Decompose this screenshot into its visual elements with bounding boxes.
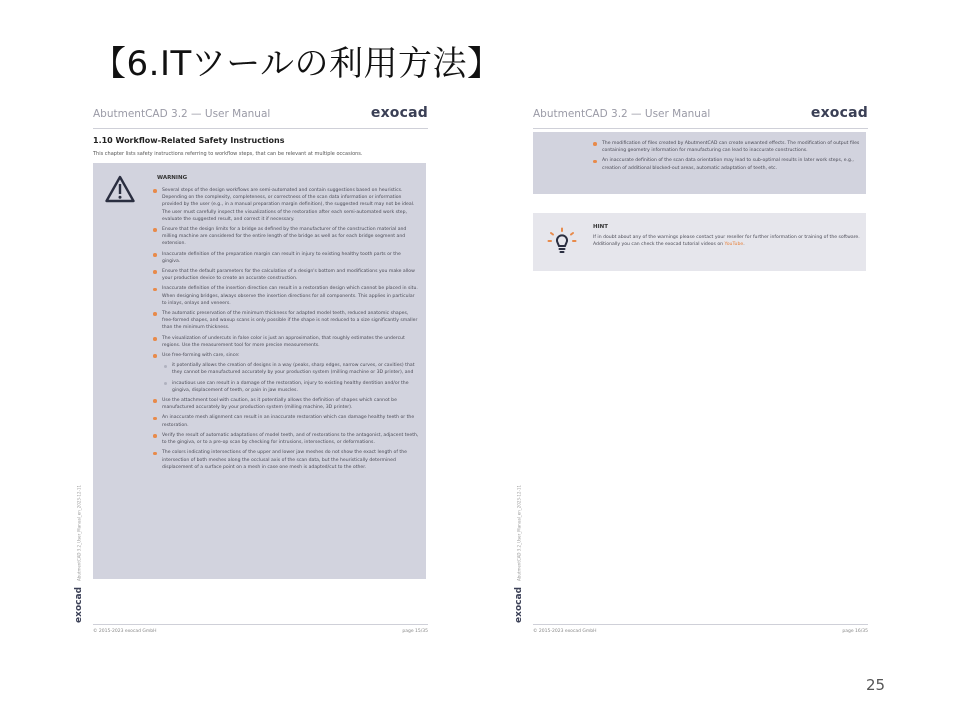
list-item: Ensure that the default parameters for the calculation of a design's bottom and modifications you make allow your production device to create an accurate construction. [153, 268, 420, 282]
hint-body: If in doubt about any of the warnings please contact your reseller for further information or training of the software. Additionally you can check the exocad tutorial videos on [593, 235, 860, 248]
hint-text [593, 234, 860, 248]
warning-box-continued [533, 132, 866, 194]
side-margin-text [514, 485, 524, 623]
hint-box [533, 213, 866, 271]
warning-box [93, 163, 426, 579]
page-header [93, 106, 428, 129]
slide-page-number: 25 [866, 676, 886, 694]
slide-title: 【6.ITツールの利用方法】 [92, 44, 502, 84]
warning-label: WARNING [157, 175, 188, 181]
list-item: Ensure that the design limits for a bridge as defined by the manufacturer of the construction material and milling machine are considered for the entire length of the bridge as well as for each bridge segment and extension. [153, 226, 420, 248]
list-item: The automatic preservation of the minimum thickness for adapted model teeth, reduced anatomic shapes, free-formed shapes, and waxup scans is only possible if the shape is not reduced to a size significantly smaller than the minimum thickness. [153, 310, 420, 332]
hint-end: . [743, 242, 745, 248]
list-item: Inaccurate definition of the insertion direction can result in a restoration design which cannot be placed in situ. When designing bridges, always observe the insertion directions for all components. This applies in particular to inlays, onlays and veneers. [153, 285, 420, 307]
list-item-freeforming [153, 352, 420, 394]
warning-list [153, 187, 420, 474]
side-file-name: AbutmentCAD 3.2_User_Manual_en_2023-12-11 [76, 485, 82, 582]
list-item-text: Use free-forming with care, since: [162, 353, 240, 359]
youtube-link[interactable]: YouTube [724, 242, 744, 248]
list-item: The colors indicating intersections of the upper and lower jaw meshes do not show the exact length of the intersection of both meshes along the occlusal axis of the scan data, but the heuristically determined displacement of a surface point on a mesh in case one mesh is adapted/cut to the other. [153, 449, 420, 471]
page-footer [93, 624, 428, 639]
list-item: An inaccurate definition of the scan data orientation may lead to sub-optimal results in later work steps, e.g., creation of additional blocked-out areas, automatic adaptation of teeth, etc. [593, 157, 860, 171]
side-logo: exocad [74, 587, 84, 623]
sub-list-item: incautious use can result in a damage of the restoration, injury to existing healthy dentition and/or the gingiva, displacement of teeth, or pain in jaw muscles. [162, 380, 420, 394]
header-title: AbutmentCAD 3.2 — User Manual [93, 108, 271, 120]
manual-page-right [514, 100, 868, 645]
list-item: The visualization of undercuts in false color is just an approximation, that roughly estimates the undercut regions. Use the measurement tool for more precise measurements. [153, 335, 420, 349]
page-footer [533, 624, 868, 639]
exocad-logo: exocad [370, 105, 428, 121]
footer-page-number: page 16/35 [842, 629, 868, 634]
lightbulb-icon [547, 227, 577, 261]
footer-copyright: © 2015-2023 exocad GmbH [93, 629, 157, 634]
header-title: AbutmentCAD 3.2 — User Manual [533, 108, 711, 120]
footer-copyright: © 2015-2023 exocad GmbH [533, 629, 597, 634]
side-margin-text [74, 485, 84, 623]
list-item: Several steps of the design workflows are semi-automated and contain suggestions based on heuristics. Depending on the complexity, completeness, or correctness of the scan data information or information provided by the user (e.g., in a manual preparation margin definition), the suggested result may not be ideal. The user must carefully inspect the visualizations of the restoration after each semi-automated work step, evaluate the suggested result, and correct it if necessary. [153, 187, 420, 223]
warning-list [593, 140, 860, 175]
hint-label: HINT [593, 224, 609, 230]
section-title: 1.10 Workflow-Related Safety Instructions [93, 136, 285, 145]
sub-list [162, 362, 420, 394]
list-item: Use the attachment tool with caution, as it potentially allows the definition of shapes which cannot be manufactured accurately by your production system (milling machine, 3D printer). [153, 397, 420, 411]
footer-page-number: page 15/35 [402, 629, 428, 634]
list-item: Verify the result of automatic adaptations of model teeth, and of restorations to the antagonist, adjacent teeth, to the gingiva, or to a pre-op scan by checking for intrusions, intersections, or deformations. [153, 432, 420, 446]
side-file-name: AbutmentCAD 3.2_User_Manual_en_2023-12-11 [516, 485, 522, 582]
list-item: Inaccurate definition of the preparation margin can result in injury to existing healthy tooth parts or the gingiva. [153, 251, 420, 265]
side-logo: exocad [514, 587, 524, 623]
list-item: An inaccurate mesh alignment can result in an inaccurate restoration which can damage healthy teeth or the restoration. [153, 414, 420, 428]
sub-list-item: it potentially allows the creation of designs in a way (peaks, sharp edges, narrow curves, or cavities) that they cannot be manufactured accurately by your production system (milling machine or 3D printer), and [162, 362, 420, 376]
section-intro: This chapter lists safety instructions referring to workflow steps, that can be relevant at multiple occasions. [93, 151, 363, 157]
warning-triangle-icon [105, 175, 135, 207]
page-header [533, 106, 868, 129]
manual-page-left [74, 100, 428, 645]
list-item: The modification of files created by AbutmentCAD can create unwanted effects. The modification of output files containing geometry information for manufacturing can lead to inaccurate constructions. [593, 140, 860, 154]
exocad-logo: exocad [810, 105, 868, 121]
